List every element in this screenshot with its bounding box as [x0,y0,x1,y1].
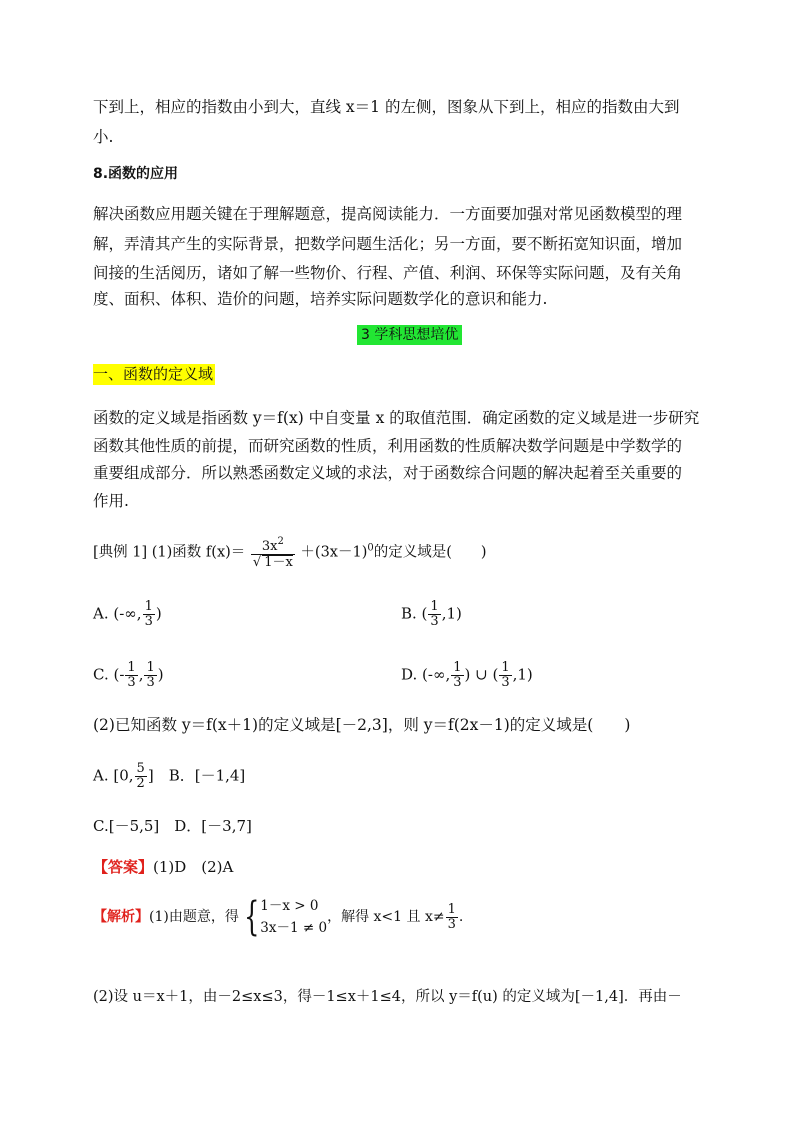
example-question-2: (2)已知函数 y＝f(x＋1)的定义域是[－2,3]，则 y＝f(2x－1)的定义域是( ) [93,716,631,734]
option-a: A. (-∞, $\frac{1}{3}$ ) [93,599,162,629]
paragraph-line: 作用. [93,492,129,510]
section-banner: 3 学科思想培优 [357,325,462,345]
paragraph-line: 度、面积、体积、造价的问题，培养实际问题数学化的意识和能力. [93,290,548,308]
question-tail: ＋(3x－1) [300,544,368,561]
paragraph-line: 下到上，相应的指数由小到大，直线 x＝1 的左侧，图象从下到上，相应的指数由大到 [93,98,680,116]
question-lead: (1)函数 f(x)＝ [151,544,246,561]
option-b-2: B．[－1,4] [168,766,246,785]
fraction-numerator: $3x^2$ [251,535,295,555]
example-label: [典例 1] [93,544,148,561]
paragraph-line: 解，弄清其产生的实际背景，把数学问题生活化；另一方面，要不断拓宽知识面，增加 [93,235,683,253]
answer-tag: 【答案】 [93,858,154,876]
analysis-line-1: 【解析】(1)由题意，得 { 1－x > 0 3x－1 ≠ 0 ，解得 x<1 且 x≠ $\frac{1}{3}$ . [93,894,464,940]
question-end: 的定义域是( ) [373,544,487,561]
paragraph-line: 函数的定义域是指函数 y＝f(x) 中自变量 x 的取值范围．确定函数的定义域是进一步研究 [93,409,700,427]
analysis-line-2: (2)设 u＝x＋1，由－2≤x≤3，得－1≤x＋1≤4，所以 y＝f(u) 的定义域为[－1,4]．再由－ [93,989,682,1005]
option-cd-2: C.[－5,5] D．[－3,7] [93,817,252,835]
option-b: B. ( $\frac{1}{3}$ ,1) [401,599,462,629]
analysis-tag: 【解析】 [93,909,149,925]
paragraph-line: 函数其他性质的前提，而研究函数的性质，利用函数的性质解决数学问题是中学数学的 [93,437,683,455]
section-heading: 8.函数的应用 [93,166,179,182]
fraction-denominator: √ 1－x [252,555,293,570]
option-c: C. (- $\frac{1}{3}$ , $\frac{1}{3}$ ) [93,660,164,690]
answer-text: (1)D (2)A [153,858,234,876]
option-d: D. (-∞, $\frac{1}{3}$ ) ∪ ( $\frac{1}{3}$ ,1) [401,660,533,690]
paragraph-line: 小. [93,128,114,146]
subheading: 一、函数的定义域 [93,365,214,383]
example-question-1: [典例 1] (1)函数 f(x)＝ $\frac{3x^2}{√ 1-x}$ $+(3x-1)^0$的定义域是( ) [93,536,487,570]
paragraph-line: 间接的生活阅历，诸如了解一些物价、行程、产值、利润、环保等实际问题，及有关角 [93,264,683,282]
answer-line [93,856,233,878]
inequality-system: 1－x > 0 3x－1 ≠ 0 [260,898,328,936]
option-a-2: A. [0, $\frac{5}{2}$ ] B．[－1,4] [93,761,246,791]
fraction [251,535,295,570]
brace-icon: { [243,894,260,940]
paragraph-line: 重要组成部分．所以熟悉函数定义域的求法，对于函数综合问题的解决起着至关重要的 [93,464,683,482]
paragraph-line: 解决函数应用题关键在于理解题意，提高阅读能力．一方面要加强对常见函数模型的理 [93,205,683,223]
